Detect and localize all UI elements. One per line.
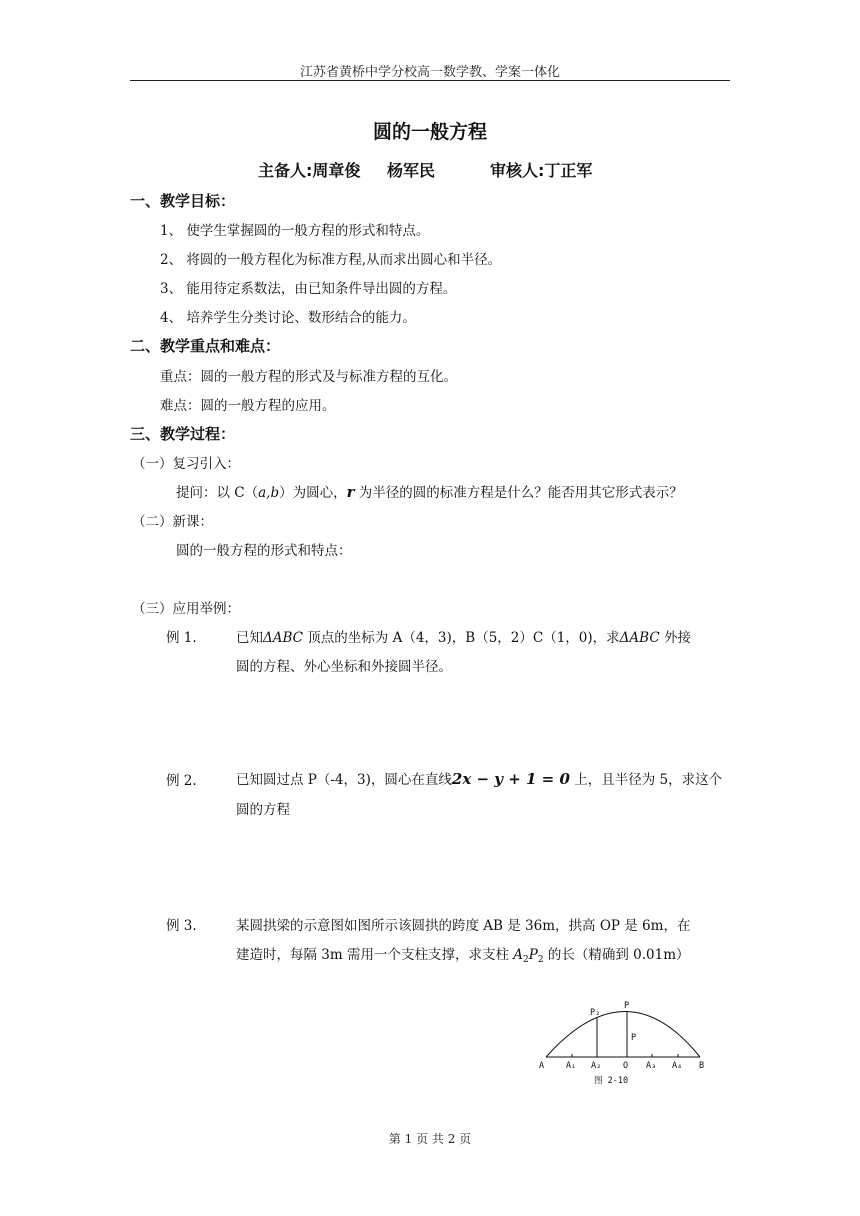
label-a4: A₄ <box>672 1061 683 1071</box>
label-a: A <box>539 1061 545 1071</box>
example-1-label: 例 1. <box>166 630 197 646</box>
label-p-mid: P <box>631 1033 637 1043</box>
label-o: O <box>623 1061 629 1071</box>
co-author: 杨军民 <box>387 161 436 180</box>
example-3-label: 例 3. <box>166 918 197 934</box>
document-title: 圆的一般方程 <box>372 121 487 143</box>
example-1-line-1: 已知ΔABC 顶点的坐标为 A（4，3)，B（5，2）C（1，0)，求ΔABC 外接 <box>236 630 691 646</box>
section-heading-objectives: 一、教学目标： <box>130 192 236 210</box>
arch-figure <box>530 996 720 1088</box>
review-question: 提问：以 C（a,b）为圆心，r 为半径的圆的标准方程是什么？能否用其它形式表示？ <box>176 483 683 501</box>
objective-item: 1、 使学生掌握圆的一般方程的形式和特点。 <box>160 223 430 239</box>
example-2-line-2: 圆的方程 <box>236 802 290 818</box>
page-header: 江苏省黄桥中学分校高一数学教、学案一体化 <box>299 65 560 80</box>
objective-item: 3、 能用待定系数法，由已知条件导出圆的方程。 <box>160 281 457 297</box>
header-rule <box>130 80 730 81</box>
label-p-top: P <box>624 1001 630 1011</box>
label-a1: A₁ <box>566 1061 577 1071</box>
section-heading-key-points: 二、教学重点和难点： <box>130 337 281 355</box>
label-p2: P₂ <box>590 1008 601 1018</box>
part-review-label: （一）复习引入： <box>132 456 240 472</box>
prepared-by: 主备人:周章俊 <box>258 161 361 180</box>
key-point: 重点：圆的一般方程的形式及与标准方程的互化。 <box>160 369 457 385</box>
label-b: B <box>699 1061 705 1071</box>
reviewer: 审核人:丁正军 <box>490 161 593 180</box>
difficult-point: 难点：圆的一般方程的应用。 <box>160 398 336 414</box>
label-a3: A₃ <box>646 1061 657 1071</box>
objective-item: 2、 将圆的一般方程化为标准方程,从而求出圆心和半径。 <box>160 252 502 268</box>
arch-curve <box>546 1012 700 1058</box>
part-new-lesson-label: （二）新课： <box>132 514 213 530</box>
example-1-line-2: 圆的方程、外心坐标和外接圆半径。 <box>236 659 452 675</box>
label-a2: A₂ <box>591 1061 602 1071</box>
objective-item: 4、 培养学生分类讨论、数形结合的能力。 <box>160 310 416 326</box>
example-3-line-2: 建造时，每隔 3m 需用一个支柱支撑，求支柱 $A_2P_2$ 的长（精确到 0.01m） <box>236 947 690 965</box>
page-footer: 第 1 页 共 2 页 <box>388 1132 472 1146</box>
example-2-line-1: 已知圆过点 P（-4，3)，圆心在直线2x − y + 1 = 0 上，且半径为 5，求这个 <box>236 770 723 788</box>
example-3-line-1: 某圆拱梁的示意图如图所示该圆拱的跨度 AB 是 36m，拱高 OP 是 6m，在 <box>236 918 691 934</box>
figure-caption: 图 2-10 <box>594 1076 629 1086</box>
example-2-label: 例 2. <box>166 773 197 789</box>
section-heading-process: 三、教学过程： <box>130 425 236 443</box>
part-examples-label: （三）应用举例： <box>132 601 240 617</box>
new-lesson-text: 圆的一般方程的形式和特点： <box>176 543 352 559</box>
